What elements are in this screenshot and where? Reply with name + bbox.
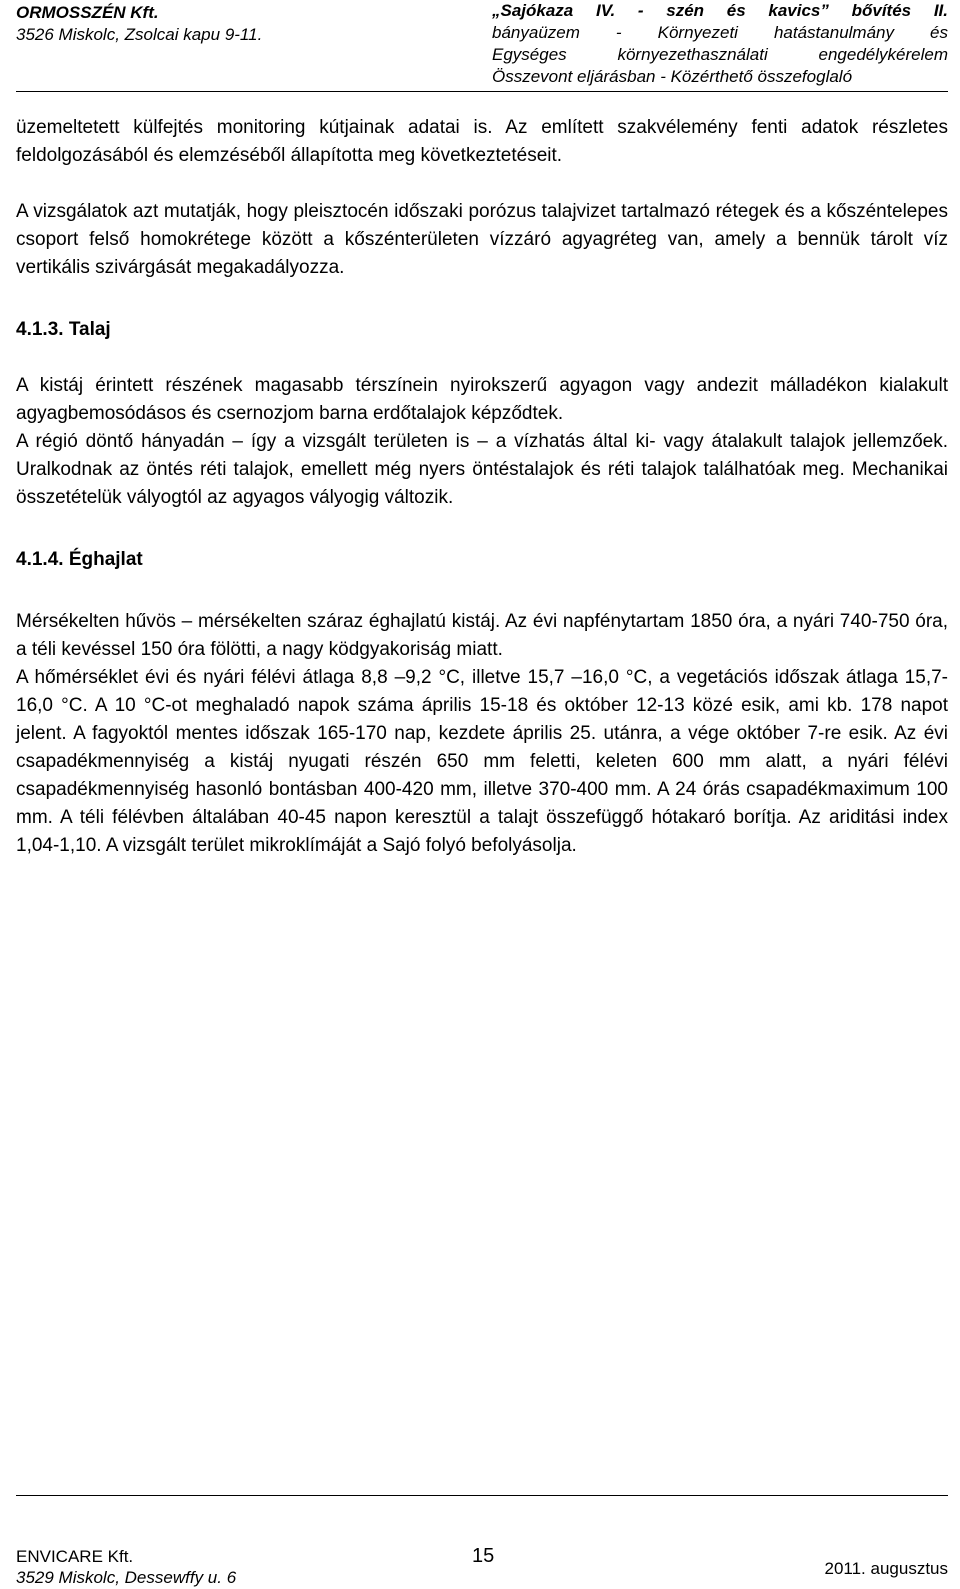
spacer [16, 170, 948, 198]
spacer [16, 512, 948, 546]
section-heading-eghajlat: 4.1.4. Éghajlat [16, 549, 143, 570]
page-header [16, 0, 948, 95]
spacer [16, 344, 948, 372]
header-divider [16, 91, 948, 92]
header-project-title [492, 0, 948, 88]
paragraph-talaj-1: A kistáj érintett részének magasabb térszínein nyirokszerű agyagon vagy andezit málladékon kialakult agyagbemosódásos és csernozjom barna erdőtalajok képződtek. [16, 375, 948, 424]
header-company-address: 3526 Miskolc, Zsolcai kapu 9-11. [16, 25, 263, 44]
paragraph-eghajlat-2: A hőmérséklet évi és nyári félévi átlaga 8,8 –9,2 °C, illetve 15,7 –16,0 °C, a vegetációs időszak átlaga 15,7-16,0 °C. A 10 °C-ot meghaladó napok száma április 15-18 és október 12-13 közé esik, ami kb. 178 napot jelent. A fagyoktól mentes időszak 165-170 nap, kezdete április 25. utánra, a vége október 7-re esik. Az évi csapadékmennyiség a kistáj nyugati részén 650 mm feletti, keleten 600 mm alatt, a nyári félévi csapadékmennyiség hasonló bontásban 400-420 mm, illetve 370-400 mm. A 24 órás csapadékmaximum 100 mm. A téli félévben általában 40-45 napon keresztül a talajt összefüggő hótakaró borítja. Az ariditási index 1,04-1,10. A vizsgált terület mikroklímáját a Sajó folyó befolyásolja. [16, 667, 948, 856]
page-footer [16, 1495, 948, 1587]
spacer [16, 574, 948, 608]
header-company-name: ORMOSSZÉN Kft. [16, 3, 159, 22]
paragraph-monitoring: üzemeltetett külfejtés monitoring kútjainak adatai is. Az említett szakvélemény fenti adatok részletes feldolgozásából és elemzéséből állapította meg következtetéseit. [16, 117, 948, 166]
project-title-line-2: bányaüzem - Környezeti hatástanulmány és [492, 23, 948, 42]
paragraph-eghajlat-1: Mérsékelten hűvös – mérsékelten száraz éghajlatú kistáj. Az évi napfénytartam 1850 óra, a nyári 740-750 óra, a téli kevéssel 150 óra fölötti, a nagy ködgyakoriság miatt. [16, 611, 948, 660]
project-title-line-1: „Sajókaza IV. - szén és kavics” bővítés II. [492, 1, 948, 20]
project-title-line-3: Egységes környezethasználati engedélykérelem [492, 45, 948, 64]
project-title-line-4: Összevont eljárásban - Közérthető összefoglaló [492, 67, 853, 86]
footer-company-address: 3529 Miskolc, Dessewffy u. 6 [16, 1568, 237, 1587]
paragraph-vizsgalatok: A vizsgálatok azt mutatják, hogy pleisztocén időszaki porózus talajvizet tartalmazó rétegek és a kőszéntelepes csoport felső homokrétege között a kőszénterületen vízzáró agyagréteg van, amely a bennük tárolt víz vertikális szivárgását megakadályozza. [16, 201, 948, 278]
section-heading-talaj: 4.1.3. Talaj [16, 319, 111, 340]
spacer [16, 282, 948, 316]
footer-company-name: ENVICARE Kft. [16, 1547, 134, 1566]
footer-divider [16, 1495, 948, 1496]
page-content [16, 114, 948, 860]
footer-date: 2011. augusztus [824, 1559, 948, 1578]
paragraph-talaj-2: A régió döntő hányadán – így a vizsgált területen is – a vízhatás által ki- vagy átalakult talajok jellemzőek. Uralkodnak az öntés réti talajok, emellett még nyers öntéstalajok és réti talajok találhatóak meg. Mechanikai összetételük vályogtól az agyagos vályogig változik. [16, 431, 948, 508]
page-number: 15 [472, 1545, 495, 1567]
